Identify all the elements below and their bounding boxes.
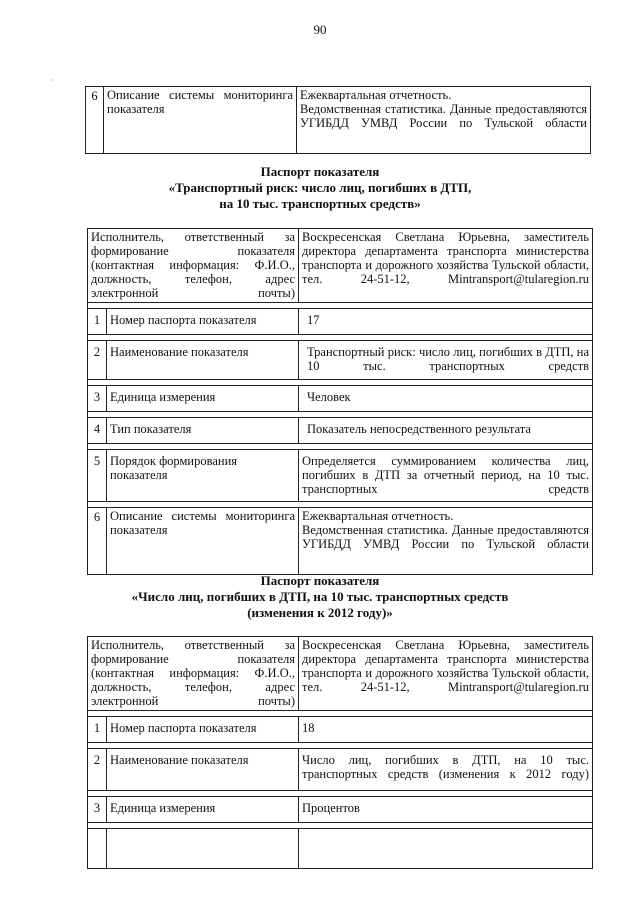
row-label: Порядок формирования показателя [107, 450, 299, 502]
row-label: Номер паспорта показателя [107, 717, 299, 743]
row-value: Процентов [299, 797, 593, 823]
row-label: Тип показателя [107, 418, 299, 444]
passport-18-table [87, 636, 593, 869]
table-row [86, 87, 591, 154]
table-row [88, 508, 593, 575]
table-row [88, 797, 593, 823]
table-row [88, 418, 593, 444]
row-value: Человек [299, 386, 593, 412]
table-row [88, 341, 593, 380]
continuation-table [85, 86, 591, 154]
passport-title: Паспорт показателя [260, 573, 380, 588]
row-number: 1 [88, 309, 107, 335]
row-value: 18 [299, 717, 593, 743]
row-number: 1 [88, 717, 107, 743]
row-label: Наименование показателя [107, 749, 299, 791]
table-row-empty [88, 829, 593, 869]
passport-17-heading [0, 164, 640, 212]
row-value: Определяется суммированием количества лиц, погибших в ДТП за отчетный период, на 10 тыс. транспортных средств [299, 450, 593, 502]
row-number: 2 [88, 749, 107, 791]
row-number: 3 [88, 386, 107, 412]
table-row [88, 749, 593, 791]
row-value: Показатель непосредственного результата [299, 418, 593, 444]
executor-label: Исполнитель, ответственный за формирование показателя (контактная информация: Ф.И.О., должность, телефон, адрес электронной почты) [88, 637, 299, 711]
table-row [88, 450, 593, 502]
row-number: 6 [86, 87, 104, 154]
row-label: Единица измерения [107, 797, 299, 823]
row-value: Ежеквартальная отчетность. Ведомственная статистика. Данные предоставляются УГИБДД УМВД России по Тульской области [297, 87, 591, 154]
passport-title: Паспорт показателя [260, 164, 380, 179]
table-row [88, 717, 593, 743]
row-number: 3 [88, 797, 107, 823]
executor-row [88, 229, 593, 303]
executor-value: Воскресенская Светлана Юрьевна, заместитель директора департамента транспорта министерства транспорта и дорожного хозяйства Тульской области, тел. 24-51-12, Mintransport@tularegion.ru [299, 637, 593, 711]
row-label: Единица измерения [107, 386, 299, 412]
executor-row [88, 637, 593, 711]
passport-subtitle-line-2: (изменения к 2012 году)» [247, 605, 393, 620]
row-value: 17 [299, 309, 593, 335]
executor-value: Воскресенская Светлана Юрьевна, заместитель директора департамента транспорта министерства транспорта и дорожного хозяйства Тульской области, тел. 24-51-12, Mintransport@tularegion.ru [299, 229, 593, 303]
row-value: Транспортный риск: число лиц, погибших в ДТП, на 10 тыс. транспортных средств [299, 341, 593, 380]
table-row [88, 309, 593, 335]
row-number: 6 [88, 508, 107, 575]
row-label: Номер паспорта показателя [107, 309, 299, 335]
row-label: Наименование показателя [107, 341, 299, 380]
passport-subtitle-line-2: на 10 тыс. транспортных средств» [219, 196, 421, 211]
margin-mark: · [50, 76, 53, 85]
table-row [88, 386, 593, 412]
passport-subtitle-line-1: «Транспортный риск: число лиц, погибших в ДТП, [168, 180, 472, 195]
passport-17-table [87, 228, 593, 575]
executor-label: Исполнитель, ответственный за формирование показателя (контактная информация: Ф.И.О., должность, телефон, адрес электронной почты) [88, 229, 299, 303]
row-number: 4 [88, 418, 107, 444]
row-number: 2 [88, 341, 107, 380]
row-value: Ежеквартальная отчетность. Ведомственная статистика. Данные предоставляются УГИБДД УМВД России по Тульской области [299, 508, 593, 575]
passport-18-heading [0, 573, 640, 621]
row-number: 5 [88, 450, 107, 502]
row-label: Описание системы мониторинга показателя [104, 87, 297, 154]
page-number: 90 [313, 22, 327, 37]
passport-subtitle-line-1: «Число лиц, погибших в ДТП, на 10 тыс. транспортных средств [131, 589, 509, 604]
row-label: Описание системы мониторинга показателя [107, 508, 299, 575]
row-value: Число лиц, погибших в ДТП, на 10 тыс. транспортных средств (изменения к 2012 году) [299, 749, 593, 791]
